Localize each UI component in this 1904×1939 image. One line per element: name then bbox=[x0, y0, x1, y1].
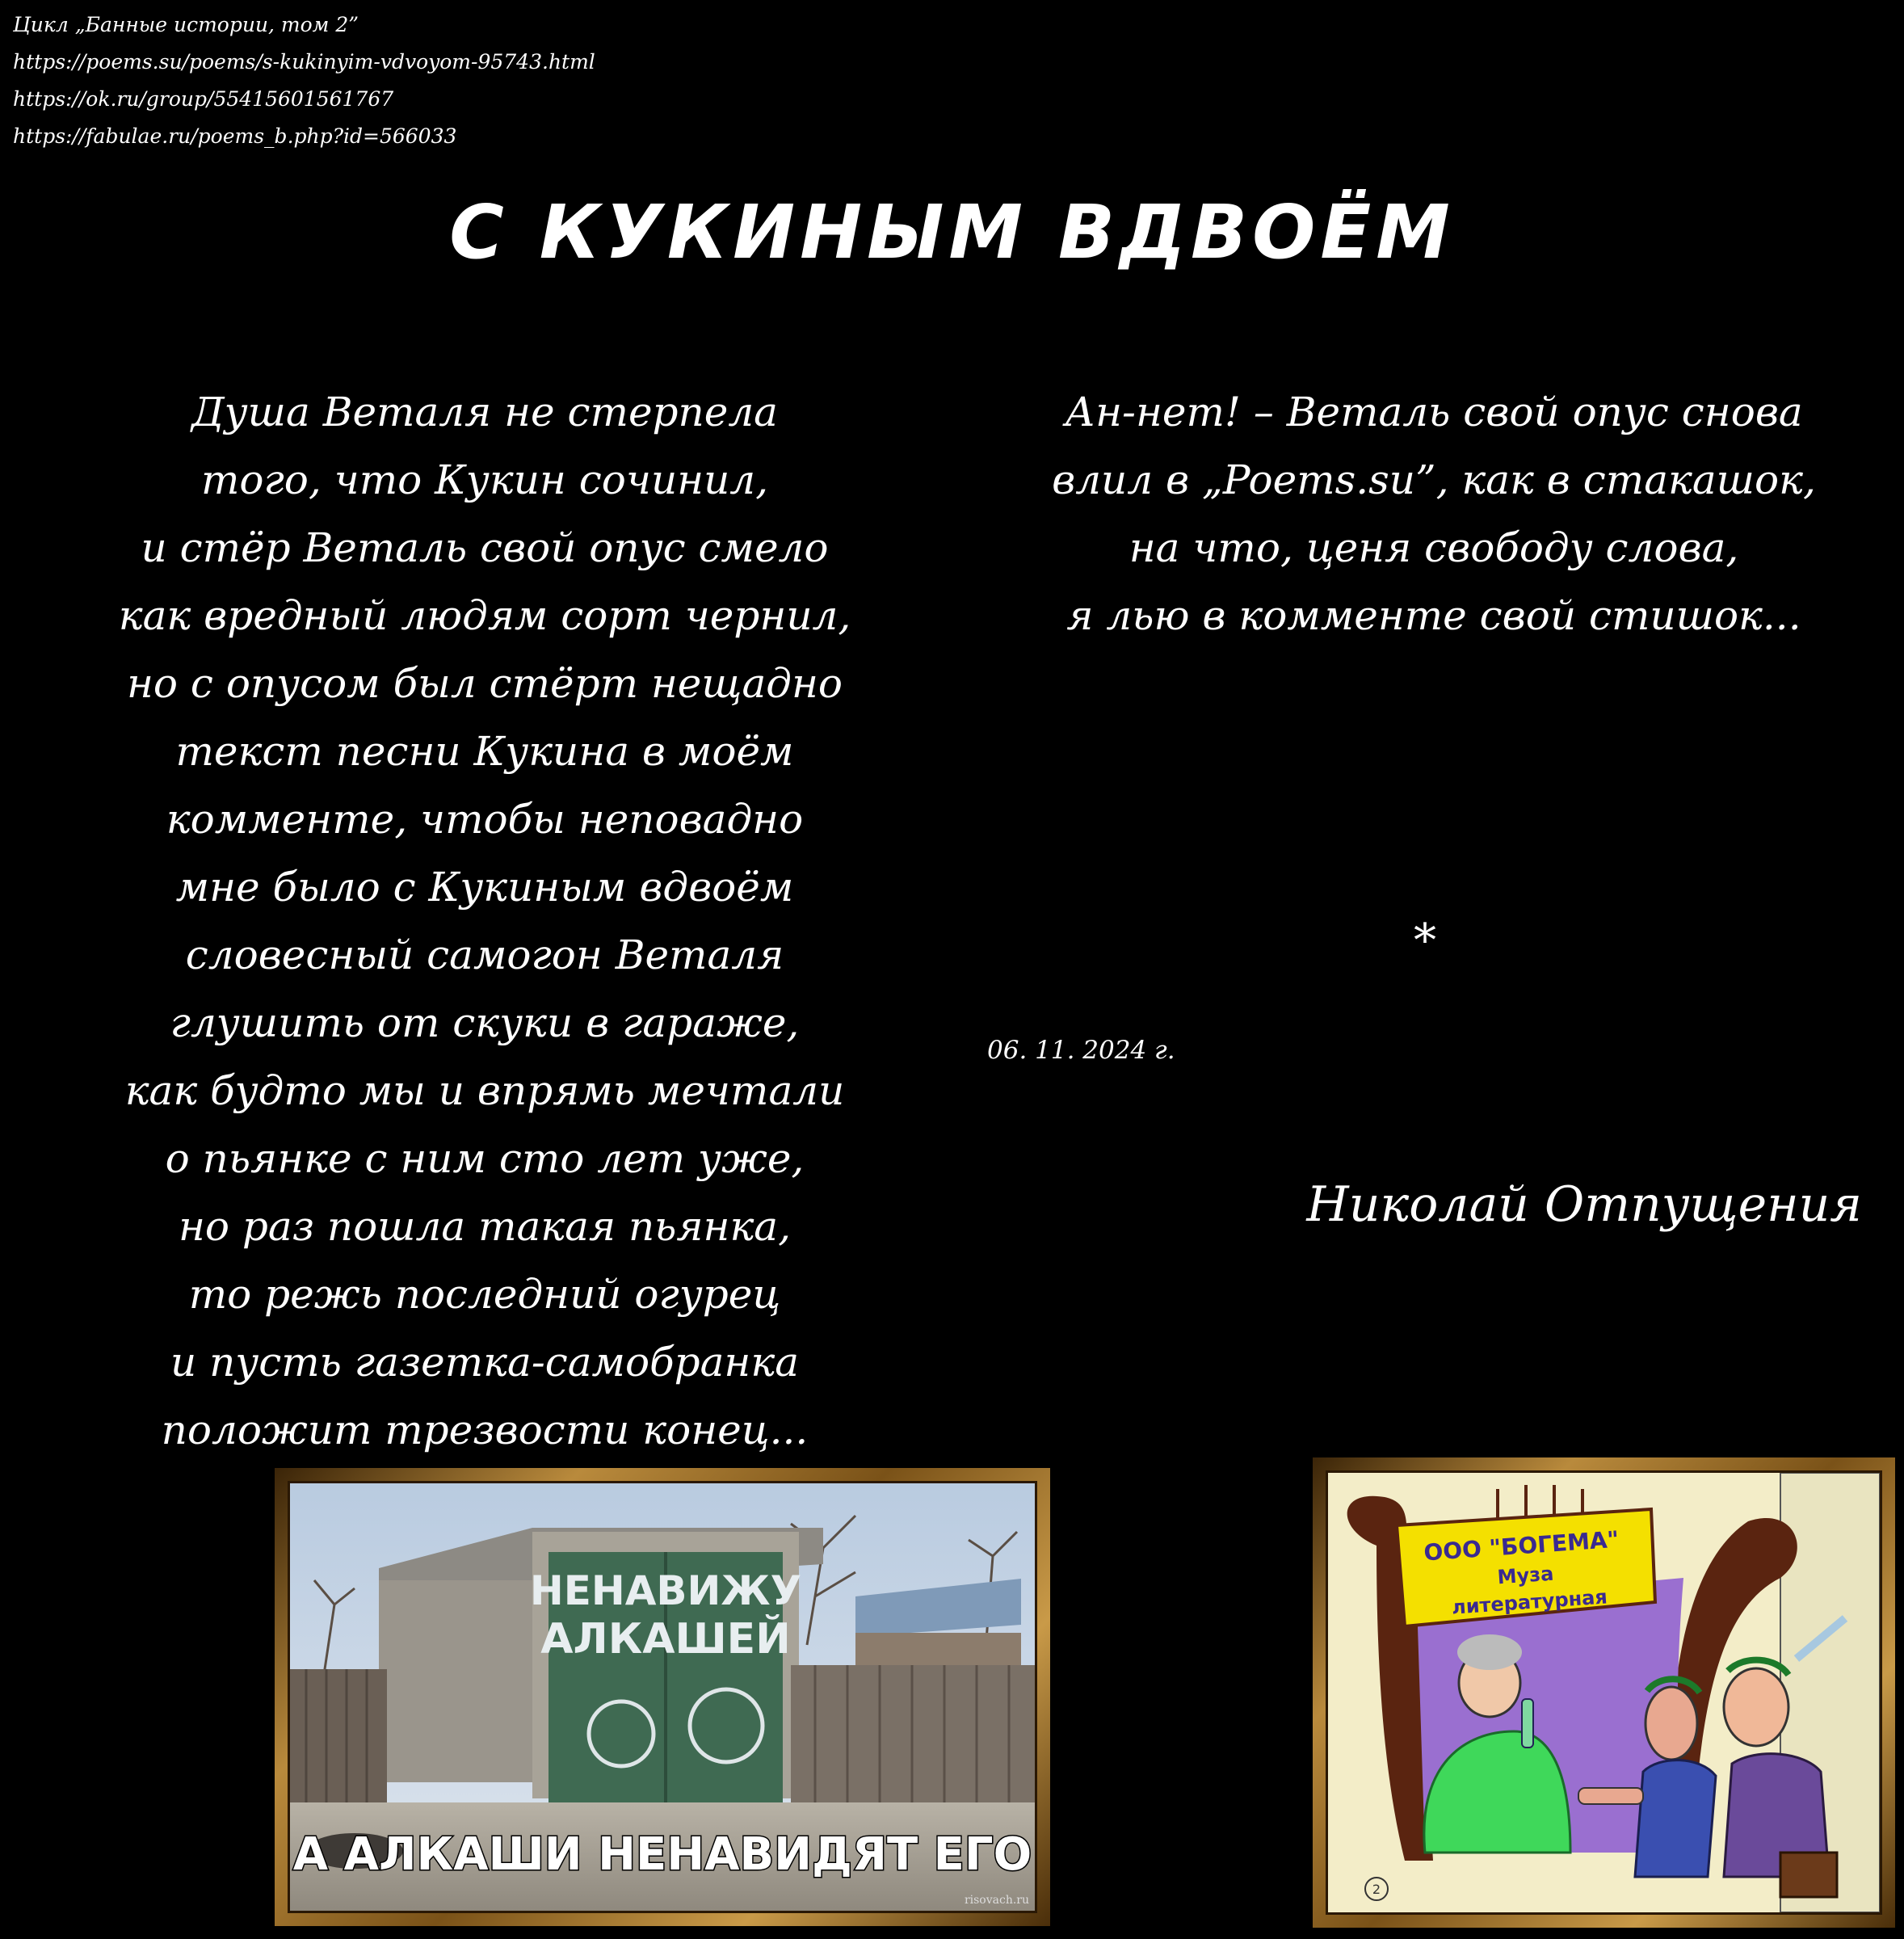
verse-line: глушить от скуки в гараже, bbox=[170, 999, 800, 1046]
garage-photo bbox=[288, 1481, 1037, 1913]
verse-line: Душа Веталя не стерпела bbox=[191, 389, 778, 435]
verse-line: но раз пошла такая пьянка, bbox=[178, 1203, 792, 1250]
verse-line: влил в „Poems.su”, как в стакашок, bbox=[1052, 456, 1816, 503]
garage-side-wall bbox=[379, 1580, 540, 1782]
muse-hair bbox=[1457, 1634, 1522, 1670]
separator-asterisk: * bbox=[1414, 915, 1436, 967]
second-poet-head bbox=[1724, 1668, 1788, 1746]
poem-title: С КУКИНЫМ ВДВОЁМ bbox=[449, 189, 1455, 275]
author-name: Николай Отпущения bbox=[1306, 1176, 1862, 1233]
verse-line: на что, ценя свободу слова, bbox=[1129, 524, 1739, 571]
cartoon-frame bbox=[1313, 1457, 1895, 1928]
left-stanza bbox=[32, 378, 937, 1464]
graffiti-text-1: НЕНАВИЖУ bbox=[529, 1567, 802, 1614]
cycle-title: Цикл „Банные истории, том 2” bbox=[13, 13, 359, 36]
verse-line: и стёр Веталь свой опус смело bbox=[141, 524, 829, 571]
garage-photo-frame bbox=[275, 1468, 1050, 1926]
verse-line: Ан-нет! – Веталь свой опус снова bbox=[1065, 389, 1803, 435]
bottle-icon bbox=[1522, 1699, 1533, 1748]
poet-suit bbox=[1635, 1760, 1716, 1877]
wooden-fence-left bbox=[290, 1669, 387, 1811]
verse-line: комменте, чтобы неповадно bbox=[166, 796, 804, 843]
ok-ru-link[interactable]: https://ok.ru/group/55415601561767 bbox=[13, 87, 394, 111]
header-links bbox=[13, 6, 595, 155]
poem-date: 06. 11. 2024 г. bbox=[987, 1036, 1175, 1065]
fabulae-link[interactable]: https://fabulae.ru/poems_b.php?id=566033 bbox=[13, 124, 457, 148]
poet-hand bbox=[1578, 1788, 1643, 1804]
verse-line: того, что Кукин сочинил, bbox=[200, 456, 769, 503]
garage-illustration bbox=[290, 1483, 1035, 1911]
verse-line: мне было с Кукиным вдвоём bbox=[175, 864, 794, 911]
banner-company: ООО "БОГЕМА" bbox=[1423, 1525, 1620, 1567]
verse-line: словесный самогон Веталя bbox=[185, 932, 784, 978]
muse-illustration bbox=[1328, 1473, 1880, 1912]
banner-muse: Муза bbox=[1496, 1562, 1555, 1589]
briefcase-icon bbox=[1780, 1853, 1837, 1897]
verse-line: текст песни Кукина в моём bbox=[175, 728, 794, 775]
verse-line: то режь последний огурец bbox=[188, 1271, 781, 1318]
verse-line: и пусть газетка-самобранка bbox=[170, 1339, 800, 1386]
verse-line: я лью в комменте свой стишок... bbox=[1066, 592, 1801, 639]
verse-line: как будто мы и впрямь мечтали bbox=[124, 1067, 845, 1114]
verse-line: о пьянке с ним сто лет уже, bbox=[165, 1135, 805, 1182]
verse-line: но с опусом был стёрт нещадно bbox=[127, 660, 843, 707]
poet-head bbox=[1646, 1687, 1697, 1760]
corner-mark-number: 2 bbox=[1372, 1882, 1381, 1897]
muse-cartoon bbox=[1326, 1470, 1882, 1915]
poems-su-link[interactable]: https://poems.su/poems/s-kukinyim-vdvoyom-95743.html bbox=[13, 50, 595, 74]
banner-literary: литературная bbox=[1451, 1585, 1608, 1619]
watermark: risovach.ru bbox=[964, 1894, 1029, 1907]
verse-line: положит трезвости конец... bbox=[161, 1407, 809, 1453]
right-stanza bbox=[969, 378, 1898, 650]
verse-line: как вредный людям сорт чернил, bbox=[118, 592, 851, 639]
photo-caption: А АЛКАШИ НЕНАВИДЯТ ЕГО bbox=[292, 1828, 1032, 1881]
graffiti-text-2: АЛКАШЕЙ bbox=[540, 1615, 791, 1664]
